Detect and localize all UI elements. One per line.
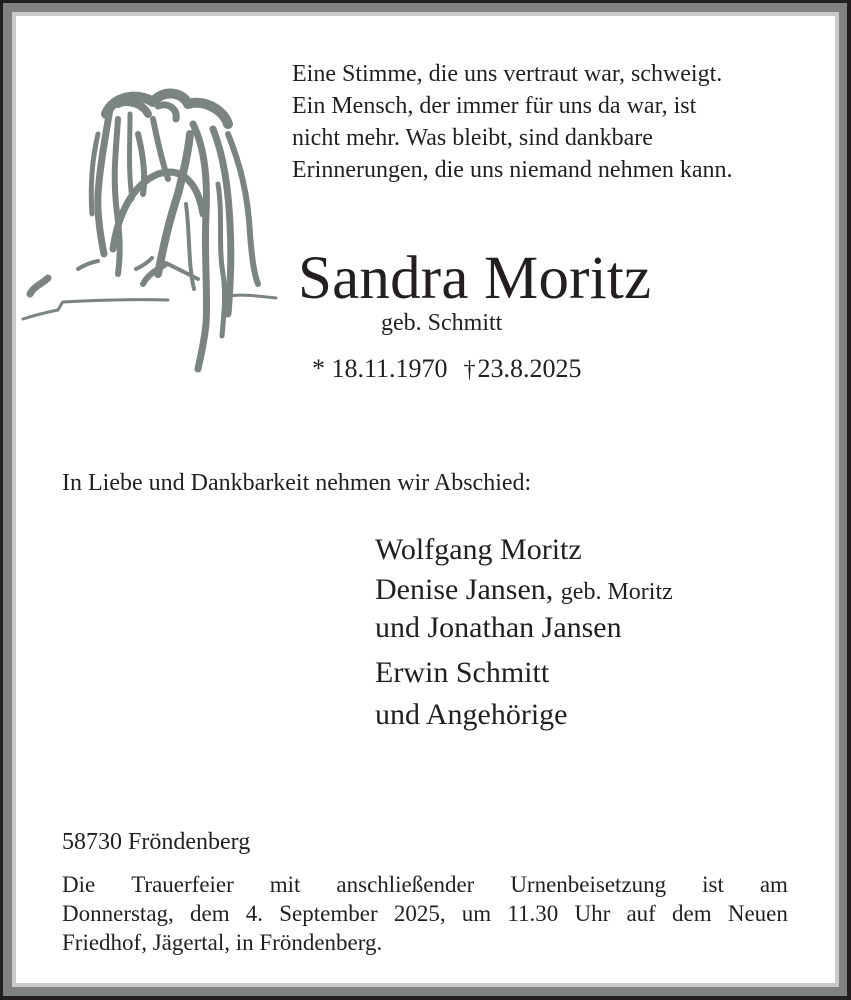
- notice-word: 11.30: [507, 901, 559, 926]
- notice-word: anschließender: [336, 872, 475, 897]
- verse-line: Eine Stimme, die uns vertraut war, schweigt.: [292, 61, 723, 87]
- obituary-page: [16, 16, 835, 983]
- notice-word: mit: [269, 872, 301, 897]
- death-date: 23.8.2025: [477, 354, 582, 383]
- birth-star-icon: *: [312, 354, 325, 383]
- mourner: [375, 532, 582, 568]
- notice-word: Trauerfeier: [131, 872, 234, 897]
- farewell-text: In Liebe und Dankbarkeit nehmen wir Abschied:: [62, 470, 532, 496]
- notice-word: dem: [672, 901, 712, 926]
- verse: [292, 58, 733, 186]
- mourner-name: Erwin Schmitt: [375, 656, 550, 689]
- notice-word: Neuen: [727, 901, 788, 926]
- mourner: [375, 610, 622, 646]
- birth-date: 18.11.1970: [331, 354, 448, 383]
- mourner-name: Wolfgang Moritz: [375, 533, 582, 566]
- maiden-name: geb. Schmitt: [381, 310, 503, 336]
- notice-word: Urnenbeisetzung: [510, 872, 667, 897]
- cross-icon: †: [463, 357, 476, 383]
- verse-line: Erinnerungen, die uns niemand nehmen kann.: [292, 157, 733, 183]
- service-notice: [62, 870, 788, 957]
- notice-word: Donnerstag,: [62, 901, 174, 926]
- notice-word: um: [461, 901, 492, 926]
- mourner: [375, 655, 549, 691]
- notice-line: [62, 899, 788, 928]
- verse-line: nicht mehr. Was bleibt, sind dankbare: [292, 125, 653, 151]
- deceased-name: Sandra Moritz: [298, 245, 652, 312]
- life-dates: [312, 353, 582, 386]
- notice-word: 4.: [245, 901, 264, 926]
- mourner: [375, 697, 567, 733]
- notice-word: September: [279, 901, 378, 926]
- mourner-name: Denise Jansen,: [375, 573, 554, 606]
- notice-word: dem: [189, 901, 230, 926]
- mourner-suffix: geb. Moritz: [560, 579, 673, 605]
- notice-word: am: [759, 872, 788, 897]
- notice-word: ist: [702, 872, 724, 897]
- weeping-willow-tree-icon: [18, 74, 288, 374]
- outer-frame: [3, 3, 847, 996]
- notice-word: 2025,: [393, 901, 446, 926]
- notice-word: Die: [62, 872, 96, 897]
- notice-line: Friedhof, Jägertal, in Fröndenberg.: [62, 930, 383, 955]
- mourner-name: und Angehörige: [375, 698, 568, 731]
- notice-word: Uhr: [574, 901, 611, 926]
- place: 58730 Fröndenberg: [62, 829, 251, 855]
- mourner-name: und Jonathan Jansen: [375, 611, 622, 644]
- verse-line: Ein Mensch, der immer für uns da war, ist: [292, 93, 697, 119]
- notice-word: auf: [626, 901, 656, 926]
- inner-frame: [12, 12, 839, 987]
- mourner: [375, 572, 673, 610]
- notice-line: [62, 870, 788, 899]
